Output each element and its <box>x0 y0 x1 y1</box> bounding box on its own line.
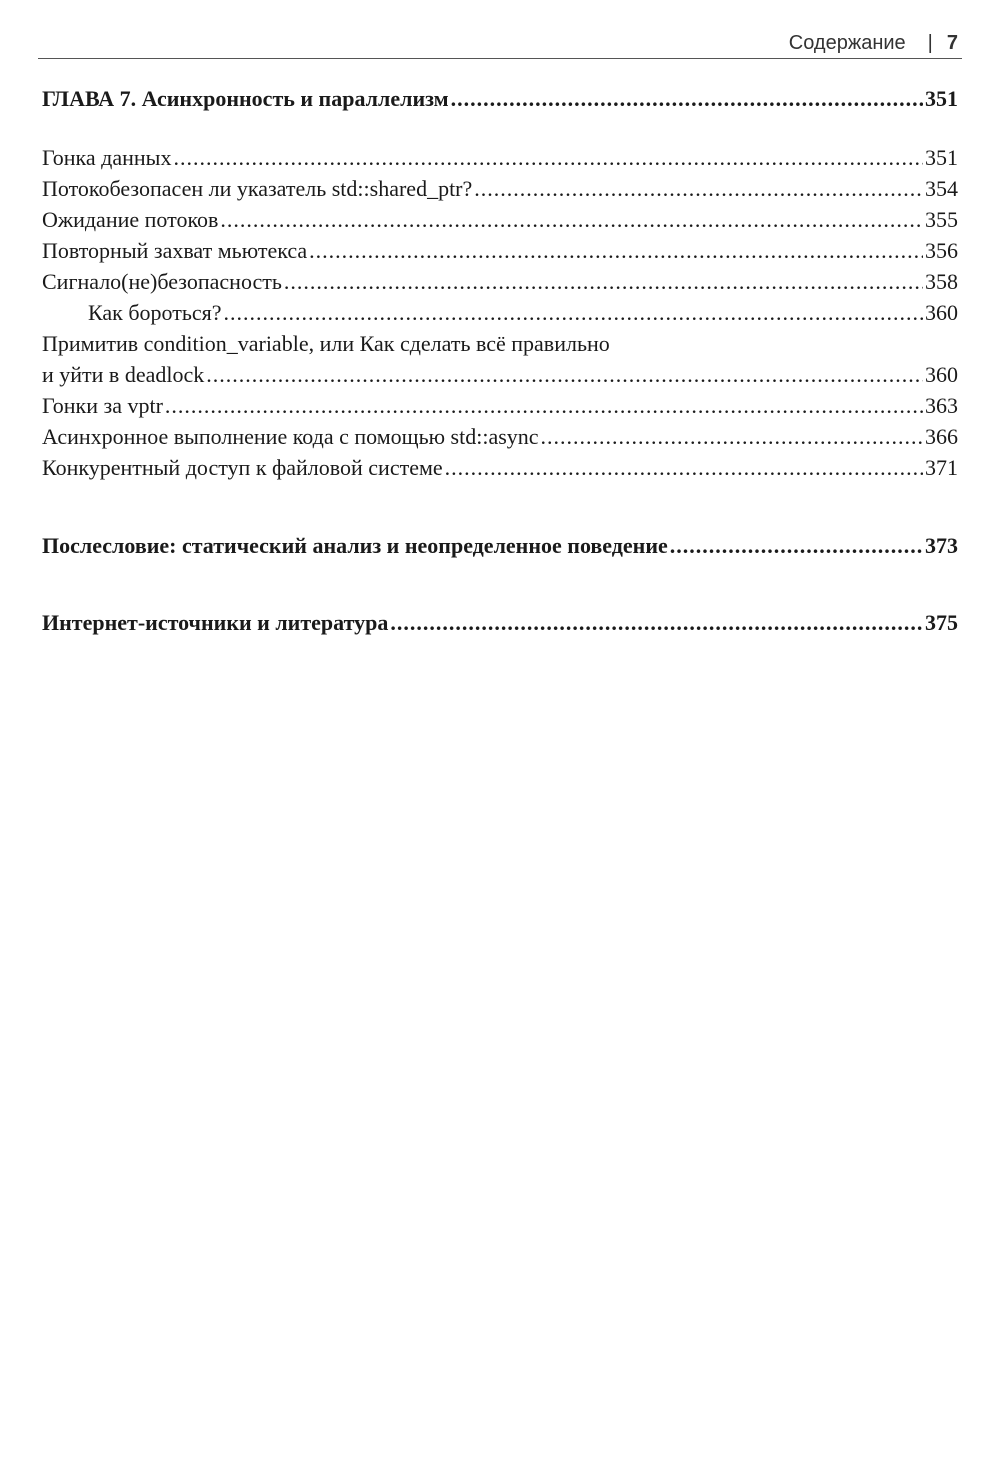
dot-leader <box>451 86 923 112</box>
toc-entry-page: 356 <box>925 238 958 263</box>
toc-entry-title: Интернет-источники и литература <box>42 610 389 635</box>
toc-entry-page: 351 <box>925 145 958 170</box>
running-header <box>38 28 962 59</box>
toc-entry-page: 366 <box>925 424 958 449</box>
toc-entry-page: 358 <box>925 269 958 294</box>
dot-leader <box>445 455 923 481</box>
toc-entry-page: 375 <box>925 610 958 635</box>
toc-entry[interactable] <box>42 269 958 295</box>
toc-entry-page: 360 <box>925 362 958 387</box>
toc-references[interactable] <box>42 610 958 636</box>
toc-entry-title: Сигнало(не)безопасность <box>42 269 282 294</box>
toc-entry[interactable] <box>42 424 958 450</box>
toc-entry-page: 355 <box>925 207 958 232</box>
header-section-title: Содержание <box>788 32 906 54</box>
toc-chapter-7[interactable] <box>42 86 958 112</box>
toc-subentry[interactable] <box>42 300 958 326</box>
toc-entry-title: Повторный захват мьютекса <box>42 238 308 263</box>
header-right <box>789 32 958 55</box>
toc-entry[interactable] <box>42 145 958 171</box>
dot-leader <box>474 176 923 202</box>
toc-entry-title-line1[interactable]: Примитив condition_variable, или Как сделать всё правильно <box>42 331 610 356</box>
toc-entry[interactable] <box>42 207 958 233</box>
dot-leader <box>206 362 923 388</box>
toc-entry-title: Гонки за vptr <box>42 393 163 418</box>
toc-entry[interactable] <box>42 393 958 419</box>
toc-entry-page: 354 <box>925 176 958 201</box>
toc-entry[interactable] <box>42 362 958 388</box>
header-page-number: 7 <box>946 32 958 54</box>
toc-entry-page: 371 <box>925 455 958 480</box>
toc-entry-title: Асинхронное выполнение кода с помощью std::async <box>42 424 539 449</box>
toc-entry-title: ГЛАВА 7. Асинхронность и параллелизм <box>42 86 449 111</box>
toc-entry-title: Как бороться? <box>88 300 222 325</box>
dot-leader <box>284 269 923 295</box>
toc-entry-title: Потокобезопасен ли указатель std::shared_ptr? <box>42 176 473 201</box>
dot-leader <box>670 533 923 559</box>
dot-leader <box>309 238 923 264</box>
toc-entry-page: 351 <box>925 86 958 111</box>
dot-leader <box>224 300 923 326</box>
toc-entry-title: Послесловие: статический анализ и неопределенное поведение <box>42 533 668 558</box>
toc-afterword[interactable] <box>42 533 958 559</box>
dot-leader <box>173 145 923 171</box>
dot-leader <box>220 207 923 233</box>
toc-entry[interactable] <box>42 238 958 264</box>
toc-entry[interactable] <box>42 176 958 202</box>
toc-entry-title-line2: и уйти в deadlock <box>42 362 205 387</box>
toc-entry-title: Конкурентный доступ к файловой системе <box>42 455 443 480</box>
toc-entry-title: Гонка данных <box>42 145 172 170</box>
toc-entry-page: 373 <box>925 533 958 558</box>
dot-leader <box>541 424 923 450</box>
toc-entry-page: 363 <box>925 393 958 418</box>
dot-leader <box>390 610 923 636</box>
toc-entry[interactable] <box>42 455 958 481</box>
toc-entry-page: 360 <box>925 300 958 325</box>
toc-entry-title: Ожидание потоков <box>42 207 219 232</box>
header-separator: | <box>927 32 933 54</box>
dot-leader <box>165 393 923 419</box>
